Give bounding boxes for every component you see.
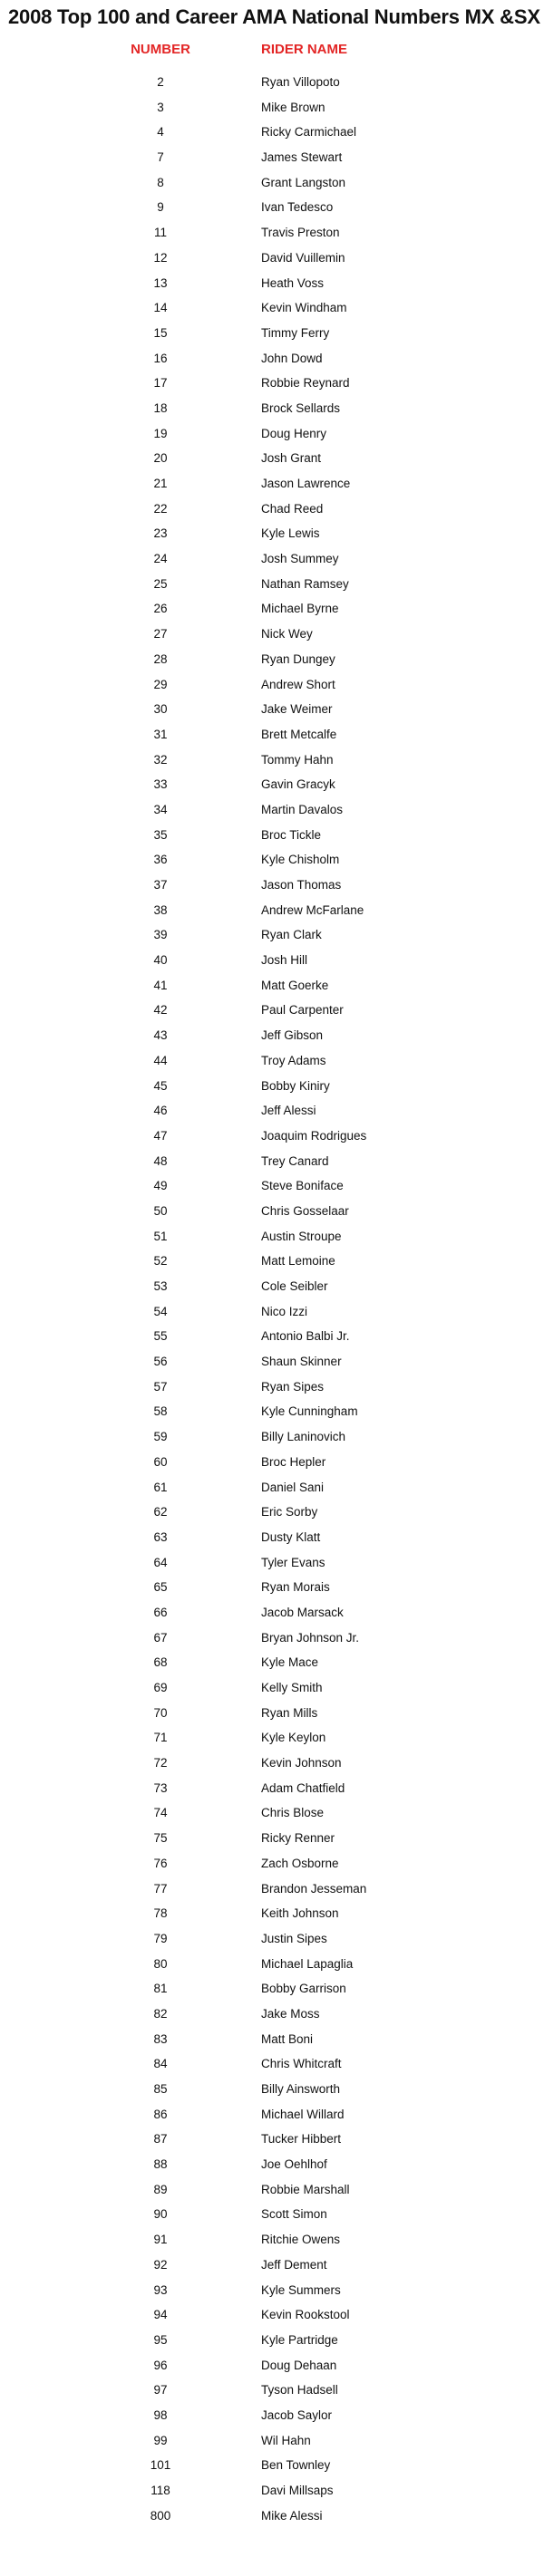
table-row <box>0 271 544 296</box>
number-column-header: NUMBER <box>131 42 190 57</box>
rider-number: 97 <box>153 2383 168 2398</box>
table-row <box>0 2227 544 2253</box>
rider-number: 71 <box>153 1731 168 1745</box>
rider-number: 41 <box>153 978 168 992</box>
table-row <box>0 1626 544 1651</box>
rider-number: 26 <box>153 602 168 616</box>
rider-name: Keith Johnson <box>261 1906 339 1921</box>
table-row <box>0 170 544 196</box>
rider-number: 39 <box>153 928 168 942</box>
rider-number: 36 <box>153 853 168 867</box>
rider-number: 9 <box>157 200 164 215</box>
rider-number: 49 <box>153 1179 168 1193</box>
table-row <box>0 1224 544 1249</box>
rider-name: Matt Lemoine <box>261 1254 335 1269</box>
rider-name: Trey Canard <box>261 1153 329 1168</box>
table-row <box>0 2353 544 2378</box>
table-row <box>0 1124 544 1149</box>
rider-name: Josh Grant <box>261 451 322 466</box>
table-row <box>0 847 544 873</box>
table-row <box>0 346 544 371</box>
rider-name: Kevin Rookstool <box>261 2308 350 2322</box>
table-row <box>0 2403 544 2428</box>
rider-name: Ryan Sipes <box>261 1379 325 1394</box>
table-row <box>0 898 544 923</box>
rider-name: Troy Adams <box>261 1053 326 1067</box>
rider-number: 50 <box>153 1203 168 1218</box>
rider-number: 70 <box>153 1705 168 1720</box>
table-row <box>0 1525 544 1550</box>
rider-number: 33 <box>153 777 168 792</box>
table-row <box>0 672 544 698</box>
rider-number: 13 <box>153 275 168 290</box>
rider-number: 63 <box>153 1529 168 1544</box>
table-row <box>0 2051 544 2077</box>
rider-name: Travis Preston <box>261 226 340 240</box>
table-row <box>0 1901 544 1926</box>
rider-name: Andrew McFarlane <box>261 902 364 917</box>
rider-name: Matt Goerke <box>261 978 329 992</box>
table-row <box>0 948 544 973</box>
rider-number: 75 <box>153 1831 168 1846</box>
rider-name: Austin Stroupe <box>261 1229 342 1243</box>
rider-name: Davi Millsaps <box>261 2484 334 2497</box>
rider-name: Jake Moss <box>261 2006 320 2021</box>
table-row <box>0 1274 544 1299</box>
rider-name: Jeff Alessi <box>261 1104 316 1118</box>
rider-name: Heath Voss <box>261 275 325 290</box>
rider-name: Ryan Mills <box>261 1705 318 1720</box>
table-row <box>0 1600 544 1626</box>
rider-number: 17 <box>153 376 168 391</box>
table-row <box>0 2077 544 2102</box>
rider-number: 20 <box>153 451 168 466</box>
rider-number: 66 <box>153 1605 168 1619</box>
rider-name: Kyle Cunningham <box>261 1404 358 1419</box>
rider-name: Jason Thomas <box>261 878 342 892</box>
table-row <box>0 295 544 321</box>
rider-number: 51 <box>153 1229 168 1243</box>
table-row <box>0 1952 544 1977</box>
table-row <box>0 521 544 546</box>
rider-name: Kyle Keylon <box>261 1731 326 1745</box>
rider-number: 91 <box>153 2233 168 2247</box>
rider-number: 40 <box>153 953 168 968</box>
rider-number: 101 <box>150 2458 171 2473</box>
rider-name: Kevin Johnson <box>261 1756 342 1770</box>
rider-number: 43 <box>153 1028 168 1043</box>
rider-name: Broc Hepler <box>261 1454 326 1469</box>
table-row <box>0 1199 544 1224</box>
rider-number: 2 <box>157 75 164 89</box>
rider-number: 25 <box>153 576 168 591</box>
rider-name: Josh Summey <box>261 552 339 566</box>
rider-name: Chad Reed <box>261 501 324 516</box>
rider-number: 57 <box>153 1379 168 1394</box>
table-row <box>0 722 544 748</box>
rider-number: 24 <box>153 552 168 566</box>
rider-name: Robbie Marshall <box>261 2182 350 2196</box>
table-row <box>0 95 544 121</box>
rider-number: 45 <box>153 1078 168 1093</box>
table-row <box>0 2278 544 2303</box>
table-row <box>0 2428 544 2454</box>
table-row <box>0 195 544 220</box>
rider-number: 23 <box>153 526 168 541</box>
rider-number: 79 <box>153 1931 168 1945</box>
rider-number: 35 <box>153 827 168 842</box>
table-row <box>0 1173 544 1199</box>
rider-number: 30 <box>153 702 168 717</box>
rider-name: Grant Langston <box>261 175 346 189</box>
rider-name: Eric Sorby <box>261 1505 318 1520</box>
rider-number: 64 <box>153 1555 168 1569</box>
rider-number: 59 <box>153 1430 168 1444</box>
table-row <box>0 1575 544 1600</box>
rider-number: 8 <box>157 175 164 189</box>
rider-number: 60 <box>153 1454 168 1469</box>
rider-number: 3 <box>157 100 164 114</box>
rider-name: Cole Seibler <box>261 1279 328 1293</box>
rider-number: 52 <box>153 1254 168 1269</box>
rider-number: 56 <box>153 1355 168 1369</box>
table-row <box>0 446 544 471</box>
table-row <box>0 2127 544 2152</box>
rider-number: 12 <box>153 250 168 265</box>
rider-name: Ritchie Owens <box>261 2233 341 2247</box>
rider-name: Ryan Dungey <box>261 651 335 666</box>
rider-name: Doug Dehaan <box>261 2358 337 2372</box>
rider-number: 90 <box>153 2207 168 2222</box>
table-row <box>0 1375 544 1400</box>
rider-number: 19 <box>153 426 168 440</box>
rider-number: 42 <box>153 1003 168 1018</box>
rider-name: Jason Lawrence <box>261 477 351 490</box>
rider-number: 14 <box>153 301 168 315</box>
rider-number: 77 <box>153 1881 168 1896</box>
rider-number: 87 <box>153 2132 168 2147</box>
rider-number: 58 <box>153 1404 168 1419</box>
table-header <box>0 42 544 63</box>
table-row <box>0 572 544 597</box>
rider-name: Bobby Garrison <box>261 1982 346 1996</box>
rider-name: Josh Hill <box>261 953 308 968</box>
rider-number: 22 <box>153 501 168 516</box>
table-row <box>0 1299 544 1325</box>
rider-name: Chris Blose <box>261 1806 325 1820</box>
rider-number: 85 <box>153 2082 168 2096</box>
table-row <box>0 321 544 346</box>
table-row <box>0 1776 544 1801</box>
rider-number: 16 <box>153 351 168 365</box>
rider-name: Kyle Summers <box>261 2282 341 2297</box>
table-row <box>0 998 544 1023</box>
table-row <box>0 2102 544 2127</box>
table-row <box>0 772 544 797</box>
rider-number: 37 <box>153 878 168 892</box>
rider-number: 80 <box>153 1956 168 1971</box>
rider-name: Billy Laninovich <box>261 1430 346 1444</box>
page-title: 2008 Top 100 and Career AMA National Numbers MX &SX <box>8 5 540 28</box>
table-row <box>0 396 544 421</box>
table-row <box>0 246 544 271</box>
rider-number: 88 <box>153 2157 168 2172</box>
rider-list <box>0 70 544 2528</box>
rider-number: 21 <box>153 477 168 490</box>
rider-name: Ryan Morais <box>261 1580 330 1595</box>
table-row <box>0 2378 544 2403</box>
rider-number: 76 <box>153 1856 168 1870</box>
table-row <box>0 1399 544 1424</box>
table-row <box>0 596 544 622</box>
rider-name: Tucker Hibbert <box>261 2132 342 2147</box>
rider-name: Billy Ainsworth <box>261 2082 341 2096</box>
rider-number: 31 <box>153 727 168 741</box>
table-row <box>0 2202 544 2227</box>
rider-number: 46 <box>153 1104 168 1118</box>
table-row <box>0 697 544 722</box>
table-row <box>0 1450 544 1475</box>
table-row <box>0 120 544 145</box>
rider-number: 65 <box>153 1580 168 1595</box>
rider-name: Bobby Kiniry <box>261 1078 330 1093</box>
table-row <box>0 1023 544 1048</box>
table-row <box>0 1800 544 1826</box>
table-row <box>0 823 544 848</box>
table-row <box>0 371 544 396</box>
rider-name: Antonio Balbi Jr. <box>261 1329 350 1344</box>
rider-name: Jeff Dement <box>261 2257 327 2272</box>
table-row <box>0 1098 544 1124</box>
rider-name: Paul Carpenter <box>261 1003 344 1018</box>
table-row <box>0 647 544 672</box>
table-row <box>0 2002 544 2027</box>
table-row <box>0 145 544 170</box>
rider-name: Jake Weimer <box>261 702 333 717</box>
rider-name: Andrew Short <box>261 677 335 691</box>
rider-name: Matt Boni <box>261 2031 314 2046</box>
rider-name: Mike Alessi <box>261 2508 323 2523</box>
table-row <box>0 2152 544 2177</box>
rider-number: 47 <box>153 1128 168 1143</box>
rider-name: Robbie Reynard <box>261 376 350 391</box>
rider-name: Jacob Saylor <box>261 2407 333 2422</box>
rider-name: Joe Oehlhof <box>261 2157 327 2172</box>
table-row <box>0 2027 544 2052</box>
rider-name: Ben Townley <box>261 2458 331 2473</box>
table-row <box>0 1751 544 1776</box>
rider-name: Tommy Hahn <box>261 752 334 767</box>
rider-name: Shaun Skinner <box>261 1355 342 1369</box>
rider-number: 74 <box>153 1806 168 1820</box>
rider-name: Kelly Smith <box>261 1681 323 1694</box>
rider-number: 81 <box>153 1982 168 1996</box>
rider-name: John Dowd <box>261 351 323 365</box>
rider-number: 84 <box>153 2057 168 2071</box>
table-row <box>0 546 544 572</box>
rider-name: Nico Izzi <box>261 1304 308 1318</box>
table-row <box>0 1650 544 1675</box>
table-row <box>0 797 544 823</box>
rider-number: 55 <box>153 1329 168 1344</box>
rider-name: Ricky Carmichael <box>261 125 357 140</box>
table-row <box>0 497 544 522</box>
rider-name: Tyson Hadsell <box>261 2383 338 2398</box>
table-row <box>0 1074 544 1099</box>
rider-number: 96 <box>153 2358 168 2372</box>
rider-name: Brock Sellards <box>261 400 341 415</box>
rider-number: 38 <box>153 902 168 917</box>
rider-number: 67 <box>153 1630 168 1645</box>
table-row <box>0 922 544 948</box>
rider-name: Jeff Gibson <box>261 1028 324 1043</box>
table-row <box>0 220 544 246</box>
rider-number: 18 <box>153 400 168 415</box>
rider-number: 800 <box>150 2508 171 2523</box>
rider-name: Jacob Marsack <box>261 1605 344 1619</box>
rider-name: Michael Willard <box>261 2107 345 2121</box>
rider-name: Michael Lapaglia <box>261 1956 354 1971</box>
rider-name: Timmy Ferry <box>261 325 330 340</box>
rider-number: 28 <box>153 651 168 666</box>
rider-number: 53 <box>153 1279 168 1293</box>
table-row <box>0 1500 544 1525</box>
rider-number: 27 <box>153 627 168 642</box>
rider-number: 83 <box>153 2031 168 2046</box>
rider-number: 32 <box>153 752 168 767</box>
table-row <box>0 1851 544 1877</box>
rider-number: 68 <box>153 1655 168 1670</box>
rider-name: Kevin Windham <box>261 301 347 315</box>
rider-number: 44 <box>153 1053 168 1067</box>
rider-name: Broc Tickle <box>261 827 322 842</box>
rider-name: Dusty Klatt <box>261 1529 321 1544</box>
table-row <box>0 2328 544 2353</box>
rider-number: 98 <box>153 2407 168 2422</box>
rider-number: 61 <box>153 1480 168 1494</box>
table-row <box>0 2302 544 2328</box>
table-row <box>0 1149 544 1174</box>
table-row <box>0 1550 544 1576</box>
table-row <box>0 1725 544 1751</box>
rider-name: Wil Hahn <box>261 2433 311 2447</box>
rider-name: Kyle Chisholm <box>261 853 340 867</box>
rider-name: Mike Brown <box>261 100 325 114</box>
rider-name: Ryan Clark <box>261 928 322 942</box>
rider-name: Kyle Mace <box>261 1655 319 1670</box>
rider-number: 48 <box>153 1153 168 1168</box>
rider-name: Bryan Johnson Jr. <box>261 1630 360 1645</box>
table-row <box>0 1701 544 1726</box>
table-row <box>0 2253 544 2278</box>
table-row <box>0 973 544 999</box>
rider-number: 29 <box>153 677 168 691</box>
rider-number: 92 <box>153 2257 168 2272</box>
table-row <box>0 2478 544 2504</box>
rider-name: Chris Gosselaar <box>261 1203 349 1218</box>
rider-number: 11 <box>153 226 167 240</box>
rider-name: Brett Metcalfe <box>261 727 337 741</box>
rider-number: 94 <box>153 2308 168 2322</box>
rider-number: 15 <box>153 325 168 340</box>
rider-number: 118 <box>151 2484 170 2497</box>
rider-name: Gavin Gracyk <box>261 777 335 792</box>
table-row <box>0 1976 544 2002</box>
rider-number: 7 <box>157 150 164 165</box>
rider-name: Nick Wey <box>261 627 313 642</box>
table-row <box>0 70 544 95</box>
rider-name: Adam Chatfield <box>261 1780 345 1795</box>
rider-name: Michael Byrne <box>261 602 339 616</box>
table-row <box>0 622 544 647</box>
rider-name: Steve Boniface <box>261 1179 344 1193</box>
rider-name: David Vuillemin <box>261 250 345 265</box>
rider-number: 78 <box>153 1906 168 1921</box>
rider-name: Ricky Renner <box>261 1831 335 1846</box>
table-row <box>0 421 544 447</box>
rider-name: Brandon Jesseman <box>261 1881 367 1896</box>
rider-number: 4 <box>157 125 164 140</box>
rider-name: Ivan Tedesco <box>261 200 334 215</box>
rider-name: Kyle Partridge <box>261 2332 338 2347</box>
rider-number: 99 <box>153 2433 168 2447</box>
rider-number: 89 <box>153 2182 168 2196</box>
rider-name: Martin Davalos <box>261 802 344 816</box>
rider-number: 72 <box>153 1756 168 1770</box>
rider-name: James Stewart <box>261 150 343 165</box>
table-row <box>0 1877 544 1902</box>
table-row <box>0 748 544 773</box>
rider-number: 95 <box>153 2332 168 2347</box>
rider-number: 54 <box>153 1304 168 1318</box>
rider-name: Zach Osborne <box>261 1856 339 1870</box>
table-row <box>0 2177 544 2203</box>
table-row <box>0 1048 544 1074</box>
rider-name-column-header: RIDER NAME <box>261 42 348 57</box>
rider-name: Scott Simon <box>261 2207 327 2222</box>
rider-number: 62 <box>153 1505 168 1520</box>
rider-name: Justin Sipes <box>261 1931 327 1945</box>
table-row <box>0 1349 544 1375</box>
rider-name: Chris Whitcraft <box>261 2057 342 2071</box>
table-row <box>0 1926 544 1952</box>
rider-name: Daniel Sani <box>261 1480 325 1494</box>
rider-name: Nathan Ramsey <box>261 576 349 591</box>
rider-number: 86 <box>153 2107 168 2121</box>
table-row <box>0 1826 544 1851</box>
rider-name: Kyle Lewis <box>261 526 320 541</box>
table-row <box>0 1424 544 1450</box>
table-row <box>0 2453 544 2478</box>
rider-name: Joaquim Rodrigues <box>261 1128 367 1143</box>
rider-number: 73 <box>153 1780 168 1795</box>
table-row <box>0 2504 544 2529</box>
table-row <box>0 1675 544 1701</box>
table-row <box>0 1475 544 1500</box>
rider-number: 34 <box>153 802 168 816</box>
rider-number: 69 <box>153 1681 168 1694</box>
rider-name: Doug Henry <box>261 426 327 440</box>
rider-number: 82 <box>153 2006 168 2021</box>
rider-name: Ryan Villopoto <box>261 75 340 89</box>
rider-name: Tyler Evans <box>261 1555 325 1569</box>
table-row <box>0 1324 544 1349</box>
table-row <box>0 1249 544 1274</box>
table-row <box>0 471 544 497</box>
rider-number: 93 <box>153 2282 168 2297</box>
table-row <box>0 873 544 898</box>
